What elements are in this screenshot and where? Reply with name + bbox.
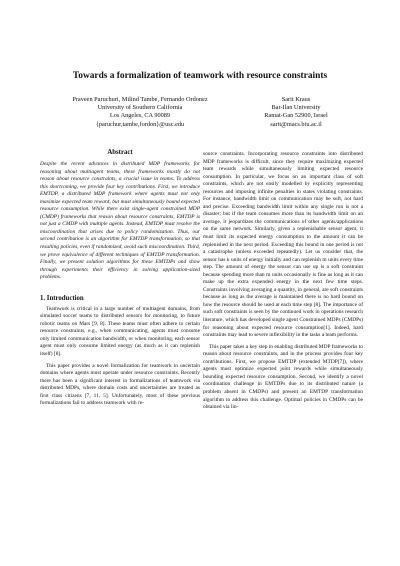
left-column xyxy=(40,148,200,408)
author-block-usc xyxy=(60,96,220,129)
author-block-biu xyxy=(232,96,360,129)
author-affiliation: University of Southern California xyxy=(97,104,183,112)
paper-title: Towards a formalization of teamwork with resource constraints xyxy=(72,71,328,81)
author-names: Sarit Kraus xyxy=(281,96,311,103)
author-email: {paruchur,tambe,fordon}@usc.edu xyxy=(95,120,185,128)
body-paragraph: This paper takes a key step in enabling distributed MDP frameworks to reason about resource constraints, and in the process provides four key contributions. First, we propose EMTDP (extended MTDP[7]), where agents must optimize expected joint rewards while simultaneously bounding expected resource consumption. Second, we identify a novel coordination challenge in EMTDPs due to its distributed nature (a problem absent in CMDPs) and present an EMTDP transformation algorithm to address this challenge. Optimal policies in CMDPs can be obtained via lin- xyxy=(203,343,363,411)
author-email: sarit@macs.biu.ac.il xyxy=(270,120,322,128)
author-address: Ramat-Gan 52900, Israel xyxy=(264,112,328,120)
author-affiliation: Bar-Ilan University xyxy=(271,104,321,112)
intro-paragraph: Teamwork is critical in a large number of multiagent domains, from simulated soccer teams to distributed sensors for monitoring, to future robotic teams on Mars [9, 8]. These teams must often adhere to certain resource constraints, e.g., when communicating, agents must consume only limited communication bandwidth, or when monitoring, each sensor agent must only consume limited energy (as much as it can replenish itself) [8]. xyxy=(40,305,200,358)
author-names: Praveen Paruchuri, Milind Tambe, Fernando Ordonez xyxy=(72,96,208,103)
section-heading-introduction: 1. Introduction xyxy=(40,294,84,302)
right-column xyxy=(203,151,363,412)
author-address: Los Angeles, CA 90089 xyxy=(109,112,171,120)
abstract-heading: Abstract xyxy=(107,149,133,156)
intro-paragraph: This paper provides a novel formalization for teamwork in uncertain domains where agents must operate under resource constraints. Recently there has been a significant interest in formalizations of teamwork via distributed MDPs, where domain costs and uncertainties are treated as first class citizens [7, 11, 5]. Unfortunately, most of these previous formalizations fail to address teamwork with re- xyxy=(40,362,200,407)
abstract-text: Despite the recent advances in distributed MDP frameworks for reasoning about multiagent teams, these frameworks mostly do not reason about resource constraints, a crucial issue in teams. To address this shortcoming, we provide four key contributions. First, we introduce EMTDP, a distributed MDP framework where agents must not only maximize expected team reward, but must simultaneously bound expected resource consumption. While there exist single-agent constrained MDP (CMDP) frameworks that reason about resource constraints, EMTDP is not just a CMDP with multiple agents. Instead, EMTDP must resolve the miscoordination that arises due to policy randomization. Thus, our second contribution is an algorithm for EMTDP transformation, so that resulting policies, even if randomized, avoid such miscoordination. Third, we prove equivalence of different techniques of EMTDP transformation. Finally, we present solution algorithms for these EMTDPs and show through experiments their efficiency in solving application-sized problems. xyxy=(40,161,200,281)
body-paragraph: source constraints. Incorporating resource constraints into distributed MDP frameworks is difficult, since they require maximizing expected team rewards while simultaneously limiting expected resource consumption. In particular, we focus on an important class of soft constraints, which are not easily modelled by explicitly representing resources and imposing infinite penalties in states violating constraints. For instance, bandwidth limit on communication may be soft, not hard and precise. Exceeding bandwidth limit within any single run is not a disaster; but if the team consumes more than its bandwidth limit on an average, it jeopardizes the communications of other agents/applications on the same network. Similarly, given a replenishable sensor agent, it must limit its expected energy consumption to the amount it can be replenished in the next period. Exceeding this bound in one period is not a catastrophe (unless exceeded repeatedly). Let us consider that, the sensor has k units of energy initially and can replenish m units every time step. The amount of energy the sensor can use up is a soft constraint because spending more than m units occasionally is fine as long as it can make up the extra expended energy in the next few time steps. Constraints involving averaging a quantity, in general, are soft constraints because as long as the average is maintained there is no hard bound on how the resource should be used at each time step [8]. The importance of such soft constraints is seen by the continued work in operations research literature, which has developed single agent Constrained MDPs (CMDPs) for reasoning about expected resource consumption[1]. Indeed, hard constraints may lead to severe inflexibility in the tasks a team performs. xyxy=(203,151,363,339)
